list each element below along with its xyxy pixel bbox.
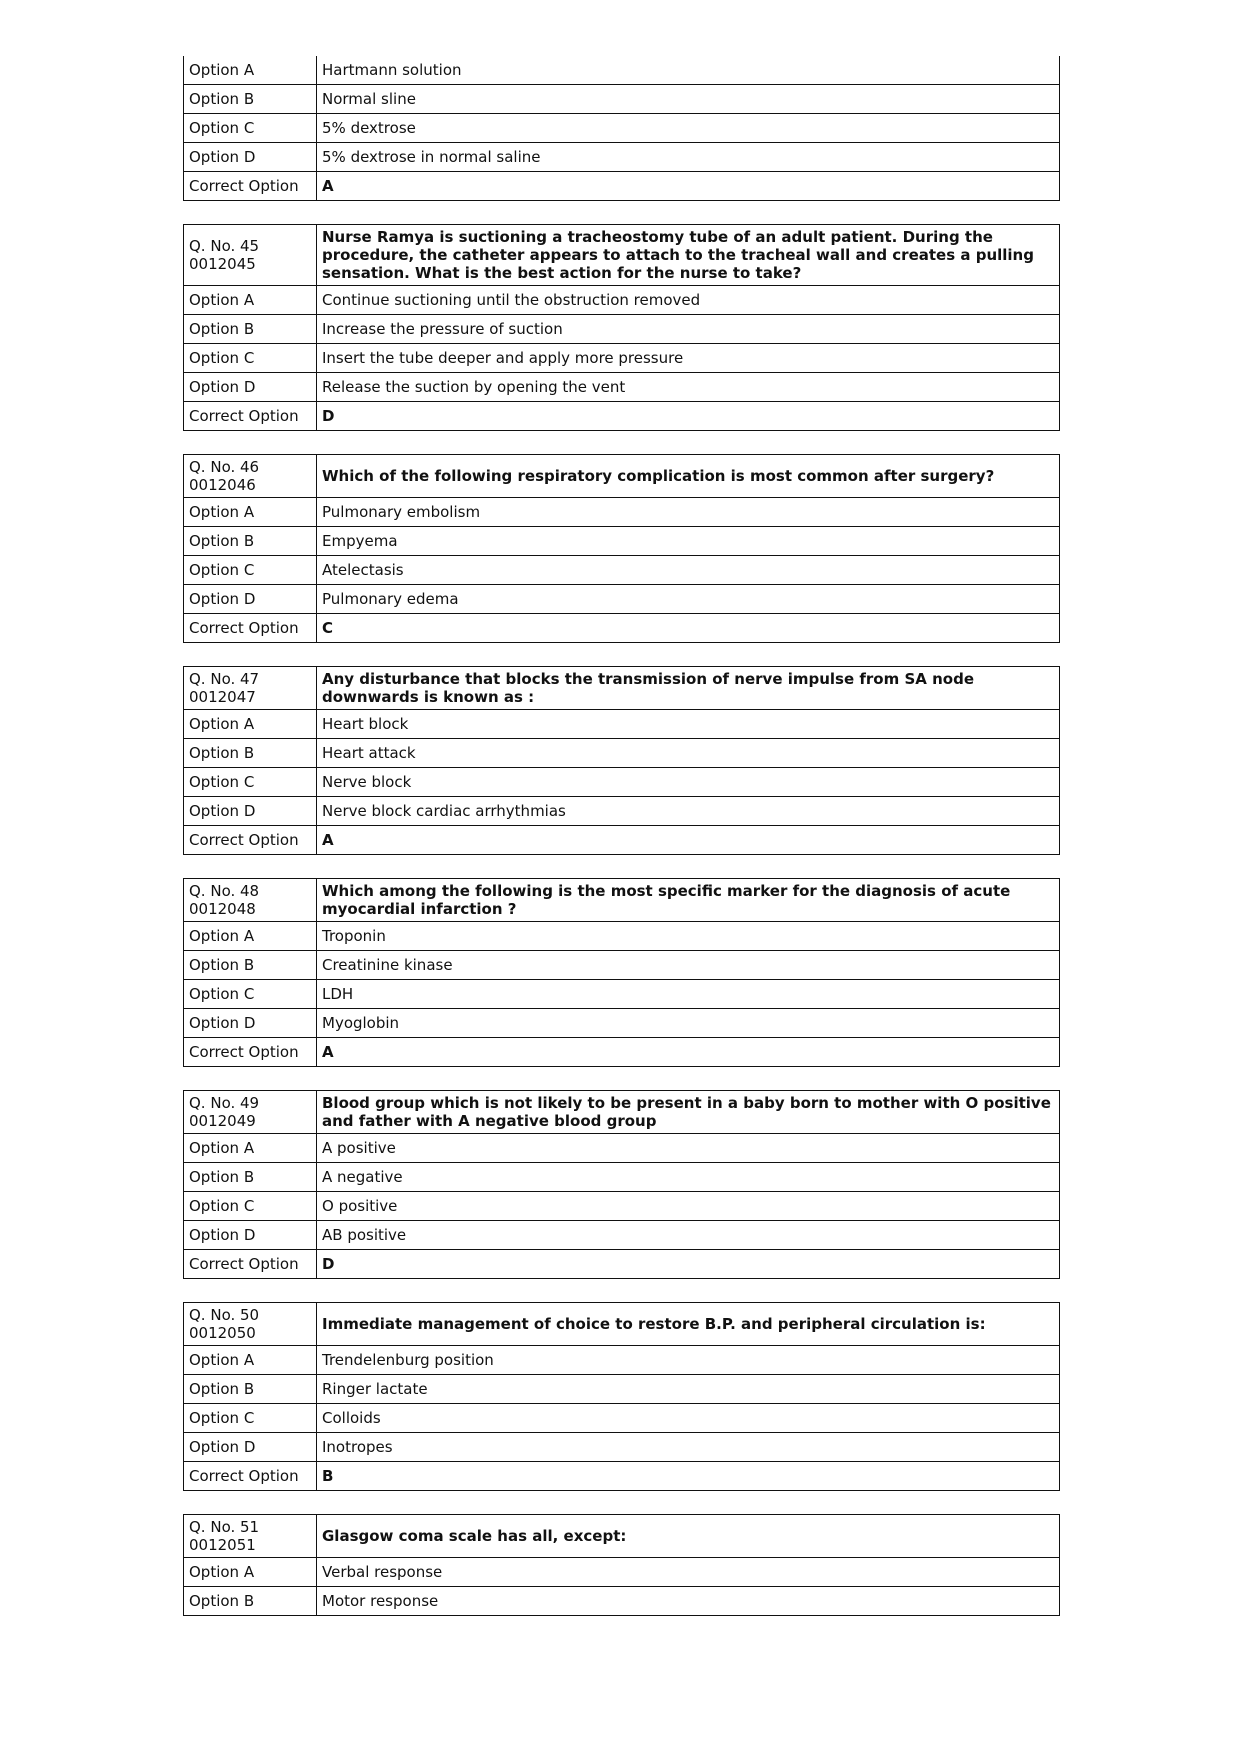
question-number-cell [184,879,317,922]
option-label: Option B [184,315,317,344]
option-label: Option A [184,1558,317,1587]
correct-option-label: Correct Option [184,1250,317,1279]
option-text: Motor response [317,1587,1060,1616]
correct-option-value: B [317,1462,1060,1491]
option-row-b [184,739,1060,768]
option-text: AB positive [317,1221,1060,1250]
option-row-c [184,344,1060,373]
option-label: Option B [184,1375,317,1404]
option-row-b [184,1163,1060,1192]
question-number: Q. No. 46 [189,458,260,476]
option-label: Option A [184,498,317,527]
option-label: Option B [184,1163,317,1192]
question-code: 0012048 [189,900,256,918]
option-text: A negative [317,1163,1060,1192]
option-row-c [184,114,1060,143]
option-label: Option B [184,85,317,114]
option-text: LDH [317,980,1060,1009]
correct-option-label: Correct Option [184,826,317,855]
correct-option-label: Correct Option [184,1038,317,1067]
option-text: Release the suction by opening the vent [317,373,1060,402]
correct-option-row [184,826,1060,855]
option-label: Option C [184,1404,317,1433]
question-paper-page [183,0,1060,1639]
question-number: Q. No. 50 [189,1306,260,1324]
option-text: Empyema [317,527,1060,556]
question-row [184,1515,1060,1558]
option-text: Inotropes [317,1433,1060,1462]
option-row-b [184,85,1060,114]
option-label: Option B [184,951,317,980]
question-row [184,667,1060,710]
option-text: Heart attack [317,739,1060,768]
question-code: 0012049 [189,1112,256,1130]
question-code: 0012046 [189,476,256,494]
question-table-51 [183,1514,1060,1616]
option-row-a [184,1134,1060,1163]
option-label: Option B [184,1587,317,1616]
option-label: Option D [184,1221,317,1250]
question-text: Glasgow coma scale has all, except: [317,1515,1060,1558]
option-label: Option B [184,527,317,556]
option-text: Nerve block [317,768,1060,797]
option-label: Option D [184,1009,317,1038]
option-text: Insert the tube deeper and apply more pressure [317,344,1060,373]
question-row [184,879,1060,922]
option-label: Option B [184,739,317,768]
option-row-b [184,1375,1060,1404]
question-number: Q. No. 51 [189,1518,260,1536]
option-row-d [184,143,1060,172]
option-row-c [184,768,1060,797]
option-row-b [184,527,1060,556]
question-table-46 [183,454,1060,643]
option-label: Option A [184,922,317,951]
option-row-b [184,951,1060,980]
correct-option-value: A [317,826,1060,855]
question-text: Which among the following is the most specific marker for the diagnosis of acute myocardial infarction ? [317,879,1060,922]
question-number-cell [184,667,317,710]
question-number-cell [184,1091,317,1134]
option-label: Option A [184,1134,317,1163]
option-text: A positive [317,1134,1060,1163]
option-row-b [184,1587,1060,1616]
question-text: Blood group which is not likely to be present in a baby born to mother with O positive and father with A negative blood group [317,1091,1060,1134]
question-table-48 [183,878,1060,1067]
option-label: Option C [184,344,317,373]
question-code: 0012047 [189,688,256,706]
option-label: Option C [184,1192,317,1221]
option-row-c [184,980,1060,1009]
option-text: Atelectasis [317,556,1060,585]
correct-option-label: Correct Option [184,614,317,643]
question-row [184,1091,1060,1134]
option-text: Pulmonary embolism [317,498,1060,527]
question-text: Which of the following respiratory complication is most common after surgery? [317,455,1060,498]
correct-option-row [184,1462,1060,1491]
correct-option-label: Correct Option [184,172,317,201]
correct-option-value: D [317,1250,1060,1279]
option-row-c [184,556,1060,585]
question-table-continued [183,56,1060,201]
option-row-d [184,585,1060,614]
correct-option-label: Correct Option [184,402,317,431]
option-label: Option C [184,114,317,143]
option-text: Heart block [317,710,1060,739]
correct-option-value: C [317,614,1060,643]
option-text: Nerve block cardiac arrhythmias [317,797,1060,826]
option-row-a [184,1558,1060,1587]
question-row [184,455,1060,498]
option-label: Option A [184,286,317,315]
option-text: 5% dextrose [317,114,1060,143]
question-text: Nurse Ramya is suctioning a tracheostomy tube of an adult patient. During the procedure, the catheter appears to attach to the tracheal wall and creates a pulling sensation. What is the best action for the nurse to take? [317,225,1060,286]
correct-option-row [184,1038,1060,1067]
option-label: Option D [184,797,317,826]
question-code: 0012051 [189,1536,256,1554]
correct-option-value: D [317,402,1060,431]
correct-option-row [184,614,1060,643]
question-text: Any disturbance that blocks the transmission of nerve impulse from SA node downwards is known as : [317,667,1060,710]
option-label: Option C [184,556,317,585]
option-row-a [184,1346,1060,1375]
correct-option-label: Correct Option [184,1462,317,1491]
question-text: Immediate management of choice to restore B.P. and peripheral circulation is: [317,1303,1060,1346]
option-text: Myoglobin [317,1009,1060,1038]
option-text: O positive [317,1192,1060,1221]
option-row-a [184,56,1060,85]
question-table-49 [183,1090,1060,1279]
option-label: Option C [184,768,317,797]
option-label: Option D [184,143,317,172]
option-row-d [184,1221,1060,1250]
option-text: Troponin [317,922,1060,951]
question-code: 0012050 [189,1324,256,1342]
option-label: Option A [184,1346,317,1375]
option-text: Continue suctioning until the obstruction removed [317,286,1060,315]
option-label: Option C [184,980,317,1009]
question-code: 0012045 [189,255,256,273]
question-table-47 [183,666,1060,855]
correct-option-row [184,1250,1060,1279]
correct-option-value: A [317,1038,1060,1067]
option-text: Ringer lactate [317,1375,1060,1404]
option-text: Creatinine kinase [317,951,1060,980]
option-label: Option D [184,585,317,614]
option-text: Pulmonary edema [317,585,1060,614]
question-number: Q. No. 48 [189,882,260,900]
option-text: Hartmann solution [317,56,1060,85]
option-text: 5% dextrose in normal saline [317,143,1060,172]
option-label: Option A [184,56,317,85]
option-row-d [184,1009,1060,1038]
option-row-a [184,922,1060,951]
option-row-d [184,1433,1060,1462]
correct-option-value: A [317,172,1060,201]
option-label: Option D [184,373,317,402]
question-number-cell [184,455,317,498]
option-row-b [184,315,1060,344]
correct-option-row [184,172,1060,201]
option-row-a [184,710,1060,739]
option-text: Verbal response [317,1558,1060,1587]
question-number-cell [184,1515,317,1558]
question-table-50 [183,1302,1060,1491]
option-text: Trendelenburg position [317,1346,1060,1375]
question-row [184,1303,1060,1346]
option-text: Increase the pressure of suction [317,315,1060,344]
option-label: Option A [184,710,317,739]
question-number: Q. No. 47 [189,670,260,688]
question-number: Q. No. 49 [189,1094,260,1112]
question-number-cell [184,225,317,286]
option-text: Colloids [317,1404,1060,1433]
option-label: Option D [184,1433,317,1462]
question-number: Q. No. 45 [189,237,260,255]
option-text: Normal sline [317,85,1060,114]
question-row [184,225,1060,286]
correct-option-row [184,402,1060,431]
question-number-cell [184,1303,317,1346]
option-row-a [184,286,1060,315]
option-row-d [184,373,1060,402]
option-row-c [184,1192,1060,1221]
question-table-45 [183,224,1060,431]
option-row-a [184,498,1060,527]
option-row-d [184,797,1060,826]
option-row-c [184,1404,1060,1433]
